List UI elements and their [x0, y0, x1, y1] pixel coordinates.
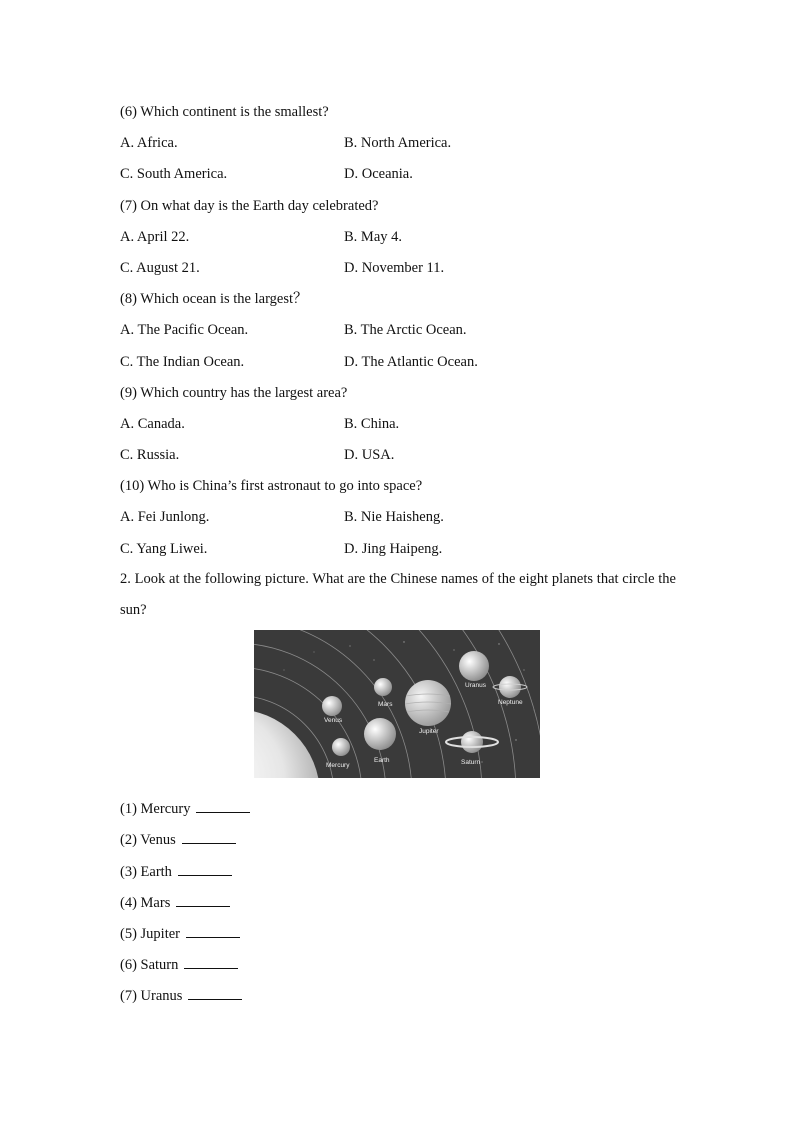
answer-blank[interactable]: [186, 923, 240, 938]
question-9: (9) Which country has the largest area?: [120, 384, 348, 401]
fill-label: (1) Mercury: [120, 801, 191, 818]
fill-label: (4) Mars: [120, 894, 171, 911]
option-d: D. USA.: [344, 447, 395, 464]
fill-item-5: [120, 922, 676, 953]
options-row: [120, 256, 676, 287]
option-a: A. April 22.: [120, 228, 190, 245]
earth-planet: [364, 718, 396, 750]
fill-item-2: [120, 828, 676, 859]
options-row: [120, 131, 676, 162]
solar-system-picture: [254, 630, 540, 778]
option-c: C. August 21.: [120, 259, 200, 276]
option-d: D. Jing Haipeng.: [344, 540, 443, 557]
fill-item-1: [120, 797, 676, 828]
neptune-label: Neptune: [498, 699, 523, 707]
earth-label: Earth: [374, 757, 390, 765]
section-2-prompt: 2. Look at the following picture. What are the Chinese names of the eight planets that circle the sun?: [120, 570, 676, 619]
option-a: A. Fei Junlong.: [120, 509, 210, 526]
option-b: B. North America.: [344, 135, 452, 152]
question-6: (6) Which continent is the smallest?: [120, 104, 329, 120]
options-row: [120, 318, 676, 349]
mercury-planet: [332, 738, 350, 756]
fill-label: (7) Uranus: [120, 988, 183, 1005]
fill-label: (5) Jupiter: [120, 925, 180, 942]
option-b: B. China.: [344, 415, 400, 432]
question-8: (8) Which ocean is the largest？: [120, 291, 308, 308]
jupiter-label: Jupiter: [419, 728, 439, 736]
option-a: A. The Pacific Ocean.: [120, 322, 249, 339]
option-d: D. The Atlantic Ocean.: [344, 353, 478, 370]
option-c: C. Yang Liwei.: [120, 540, 208, 557]
saturn-planet: [461, 731, 483, 753]
option-c: C. Russia.: [120, 447, 180, 464]
answer-blank[interactable]: [188, 985, 242, 1000]
option-d: D. Oceania.: [344, 166, 413, 183]
worksheet-page: [120, 100, 676, 1016]
option-b: B. Nie Haisheng.: [344, 509, 444, 526]
mercury-label: Mercury: [326, 762, 350, 770]
option-b: B. The Arctic Ocean.: [344, 322, 467, 339]
fill-item-4: [120, 891, 676, 922]
fill-label: (6) Saturn: [120, 957, 179, 974]
fill-label: (3) Earth: [120, 863, 172, 880]
options-row: [120, 350, 676, 381]
mars-planet: [374, 678, 392, 696]
option-a: A. Africa.: [120, 135, 178, 152]
question-10: (10) Who is China’s first astronaut to go into space?: [120, 478, 423, 495]
option-c: C. South America.: [120, 166, 228, 183]
options-row: [120, 162, 676, 193]
option-c: C. The Indian Ocean.: [120, 353, 245, 370]
neptune-planet: [499, 676, 521, 698]
options-row: [120, 443, 676, 474]
venus-planet: [322, 696, 342, 716]
answer-blank[interactable]: [182, 829, 236, 844]
options-row: [120, 412, 676, 443]
question-7: (7) On what day is the Earth day celebrated?: [120, 197, 379, 214]
fill-label: (2) Venus: [120, 832, 176, 849]
uranus-label: Uranus: [465, 682, 486, 690]
fill-item-3: [120, 860, 676, 891]
mars-label: Mars: [378, 701, 393, 709]
options-row: [120, 225, 676, 256]
answer-blank[interactable]: [196, 798, 250, 813]
answer-blank[interactable]: [178, 861, 232, 876]
option-a: A. Canada.: [120, 415, 185, 432]
answer-blank[interactable]: [176, 892, 230, 907]
option-b: B. May 4.: [344, 228, 402, 245]
fill-item-7: [120, 984, 676, 1015]
venus-label: Venus: [324, 717, 343, 725]
option-d: D. November 11.: [344, 259, 445, 276]
saturn-label: Saturn: [461, 759, 481, 767]
options-row: [120, 505, 676, 536]
uranus-planet: [459, 651, 489, 681]
fill-item-6: [120, 953, 676, 984]
answer-blank[interactable]: [184, 954, 238, 969]
